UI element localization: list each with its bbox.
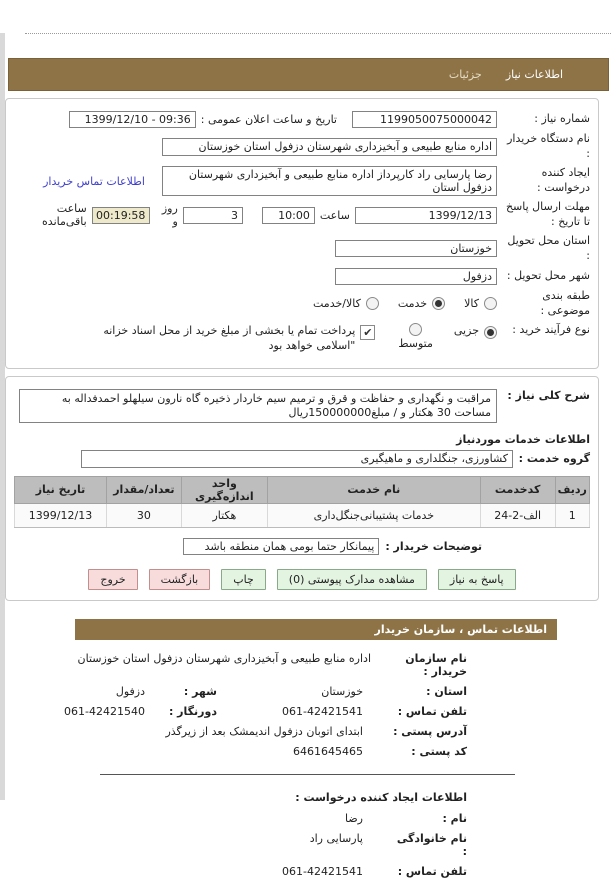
desc-label: شرح کلی نیاز : bbox=[507, 389, 590, 403]
service-group-field[interactable] bbox=[81, 450, 513, 467]
countdown-value: 00:19:58 bbox=[96, 208, 146, 222]
radio-medium[interactable] bbox=[409, 323, 422, 336]
buyer-contact-link[interactable]: اطلاعات تماس خریدار bbox=[43, 174, 145, 188]
contact-fax-number: 061-42421540 bbox=[64, 704, 145, 718]
service-group-label: گروه خدمت : bbox=[518, 452, 590, 466]
contact-city-label: شهر : bbox=[183, 684, 217, 698]
radio-service-label: خدمت bbox=[397, 297, 428, 311]
creator-info-section bbox=[0, 812, 467, 878]
category-label: طبقه بندی موضوعی : bbox=[540, 288, 590, 317]
province-city-row bbox=[0, 685, 467, 698]
radio-service[interactable] bbox=[432, 297, 445, 310]
contact-phone-label: تلفن تماس : bbox=[397, 704, 467, 718]
process-label: نوع فرآیند خرید : bbox=[512, 322, 590, 336]
phone-fax-row bbox=[0, 705, 467, 718]
category-row bbox=[14, 289, 590, 319]
buyer-org-value: اداره منابع طبیعی و آبخیزداری شهرستان دزفول استان خوزستان bbox=[198, 140, 492, 154]
contact-province-label: استان : bbox=[426, 684, 467, 698]
desc-row bbox=[14, 389, 590, 423]
contact-fax-value bbox=[64, 705, 159, 718]
contact-address-value: ابتدای اتوبان دزفول اندیمشک بعد از زیرگذر bbox=[165, 724, 363, 738]
contact-province-value: خوزستان bbox=[321, 684, 363, 698]
creator-phone-label: تلفن تماس : bbox=[397, 864, 467, 878]
need-number-field[interactable] bbox=[352, 111, 497, 128]
radio-goods-service-label: کالا/خدمت bbox=[313, 297, 361, 311]
action-buttons bbox=[14, 569, 590, 590]
buyer-org-label: نام دستگاه خریدار : bbox=[507, 132, 590, 161]
deadline-hour-field[interactable] bbox=[262, 207, 315, 224]
radio-goods-service[interactable] bbox=[366, 297, 379, 310]
announce-field[interactable] bbox=[69, 111, 196, 128]
need-number-label: شماره نیاز : bbox=[534, 112, 590, 126]
treasury-checkbox[interactable] bbox=[360, 325, 375, 340]
remaining-days-value: 3 bbox=[231, 208, 239, 222]
city-value: دزفول bbox=[462, 269, 492, 283]
col-service-name: نام خدمت bbox=[268, 476, 481, 503]
buyer-note-value: پیمانکار حتما بومی همان منطقه باشد bbox=[204, 539, 375, 553]
remaining-days-field[interactable] bbox=[183, 207, 243, 224]
radio-goods[interactable] bbox=[484, 297, 497, 310]
contact-postal-label: کد پستی : bbox=[411, 744, 467, 758]
days-label: روز و bbox=[161, 202, 178, 229]
countdown-label: ساعت باقی‌مانده bbox=[42, 202, 87, 229]
contact-city-value: دزفول bbox=[115, 684, 145, 698]
creator-info-heading: اطلاعات ایجاد کننده درخواست : bbox=[295, 790, 467, 804]
buyer-note-row bbox=[14, 538, 482, 555]
cell-service-code: الف-2-24 bbox=[480, 503, 555, 527]
announce-label: تاریخ و ساعت اعلان عمومی : bbox=[200, 113, 337, 127]
creator-phone-row bbox=[0, 865, 467, 878]
service-group-value: کشاورزی، جنگلداری و ماهیگیری bbox=[360, 452, 508, 466]
need-number-value: 1199050075000042 bbox=[380, 113, 492, 126]
contact-postal-value bbox=[217, 745, 389, 758]
deadline-date-value: 1399/12/13 bbox=[428, 208, 492, 222]
creator-phone-number: 061-42421541 bbox=[282, 864, 363, 878]
need-details-page bbox=[0, 33, 613, 878]
radio-medium-label: متوسط bbox=[398, 336, 433, 350]
service-group-row bbox=[14, 450, 590, 467]
creator-field[interactable] bbox=[162, 166, 497, 196]
creator-family-label: نام خانوادگی : bbox=[396, 831, 467, 858]
top-divider bbox=[25, 33, 611, 34]
creator-name-row bbox=[0, 812, 467, 825]
creator-name-value: رضا bbox=[344, 811, 363, 825]
radio-minor-label: جزیی bbox=[453, 323, 479, 337]
desc-field[interactable] bbox=[19, 389, 497, 423]
print-button[interactable]: چاپ bbox=[221, 569, 266, 590]
need-info-panel bbox=[5, 98, 599, 369]
postal-row bbox=[0, 745, 467, 758]
contact-postal-number: 6461645465 bbox=[293, 744, 363, 758]
services-table bbox=[14, 476, 590, 528]
province-value: خوزستان bbox=[450, 242, 492, 256]
city-label: شهر محل تحویل : bbox=[506, 268, 590, 282]
buyer-note-field[interactable] bbox=[183, 538, 379, 555]
tab-details[interactable]: جزئیات bbox=[448, 68, 482, 81]
org-name-row bbox=[0, 652, 467, 678]
creator-label: ایجاد کننده درخواست : bbox=[537, 166, 590, 195]
col-row-index: ردیف bbox=[555, 476, 590, 503]
deadline-date-field[interactable] bbox=[355, 207, 497, 224]
back-button[interactable]: بازگشت bbox=[149, 569, 211, 590]
org-name-label: نام سازمان خریدار : bbox=[405, 651, 467, 678]
creator-row bbox=[14, 166, 590, 196]
buyer-org-field[interactable] bbox=[162, 138, 497, 155]
province-field[interactable] bbox=[335, 240, 497, 257]
cell-quantity: 30 bbox=[107, 503, 182, 527]
col-unit: واحد اندازه‌گیری bbox=[181, 476, 267, 503]
exit-button[interactable]: خروج bbox=[88, 569, 137, 590]
announce-value: 1399/12/10 - 09:36 bbox=[84, 113, 191, 126]
desc-value: مراقبت و نگهداری و حفاظت و قرق و ترمیم سیم خاردار ذخیره گاه نارون سیلهلو احمدفداله به مساحت 30 هکتار و / مبلغ150000000ریال bbox=[61, 392, 491, 419]
section-divider bbox=[100, 774, 515, 775]
process-row bbox=[14, 323, 590, 355]
deadline-hour-value: 10:00 bbox=[278, 208, 310, 222]
creator-family-row bbox=[0, 832, 467, 858]
table-row[interactable] bbox=[15, 503, 590, 527]
address-row bbox=[0, 725, 467, 738]
contact-phone-value bbox=[217, 705, 389, 718]
need-number-row bbox=[14, 111, 590, 128]
answer-need-button[interactable]: پاسخ به نیاز bbox=[438, 569, 516, 590]
page-left-edge bbox=[0, 33, 5, 800]
col-quantity: تعداد/مقدار bbox=[107, 476, 182, 503]
cell-row-index: 1 bbox=[555, 503, 590, 527]
tab-need-info[interactable]: اطلاعات نیاز bbox=[505, 68, 563, 81]
countdown-timer bbox=[92, 207, 150, 224]
view-attachments-button[interactable]: مشاهده مدارک پیوستی (0) bbox=[277, 569, 427, 590]
contact-phone-number: 061-42421541 bbox=[282, 704, 363, 718]
radio-goods-label: کالا bbox=[464, 297, 479, 311]
creator-family-value: پارسایی راد bbox=[309, 831, 363, 845]
city-row bbox=[14, 268, 590, 285]
province-label: استان محل تحویل : bbox=[507, 233, 590, 262]
creator-name-label: نام : bbox=[442, 811, 467, 825]
creator-phone-value bbox=[217, 865, 389, 878]
col-need-date: تاریخ نیاز bbox=[15, 476, 107, 503]
cell-need-date: 1399/12/13 bbox=[15, 503, 107, 527]
radio-medium-option bbox=[398, 323, 433, 350]
radio-minor[interactable] bbox=[484, 326, 497, 339]
cell-service-name: خدمات پشتیبانی‌جنگل‌داری bbox=[268, 503, 481, 527]
treasury-checkbox-label: پرداخت تمام یا بخشی از مبلغ خرید از محل اسناد خزانه "اسلامی خواهد بود bbox=[103, 323, 356, 353]
cell-unit: هکتار bbox=[181, 503, 267, 527]
contact-address-label: آدرس پستی : bbox=[393, 724, 467, 738]
buyer-org-row bbox=[14, 132, 590, 162]
org-name-value: اداره منابع طبیعی و آبخیزداری شهرستان دزفول استان خوزستان bbox=[77, 651, 371, 665]
contact-fax-label: دورنگار : bbox=[168, 704, 217, 718]
services-table-header-row bbox=[15, 476, 590, 503]
deadline-label: مهلت ارسال پاسخ تا تاریخ : bbox=[505, 200, 590, 229]
tab-bar bbox=[8, 58, 609, 91]
contact-section-header: اطلاعات تماس ، سازمان خریدار bbox=[75, 619, 557, 640]
buyer-note-label: توضیحات خریدار : bbox=[385, 539, 482, 553]
deadline-hour-label: ساعت bbox=[319, 208, 350, 222]
province-row bbox=[14, 234, 590, 264]
services-heading: اطلاعات خدمات موردنیاز bbox=[456, 433, 590, 447]
creator-value: رضا پارسایی راد کارپرداز اداره منابع طبیعی و آبخیزداری شهرستان دزفول استان bbox=[188, 167, 492, 195]
city-field[interactable] bbox=[335, 268, 497, 285]
col-service-code: کدخدمت bbox=[480, 476, 555, 503]
deadline-row bbox=[14, 200, 590, 230]
contact-section bbox=[0, 652, 467, 758]
need-desc-panel bbox=[5, 376, 599, 600]
